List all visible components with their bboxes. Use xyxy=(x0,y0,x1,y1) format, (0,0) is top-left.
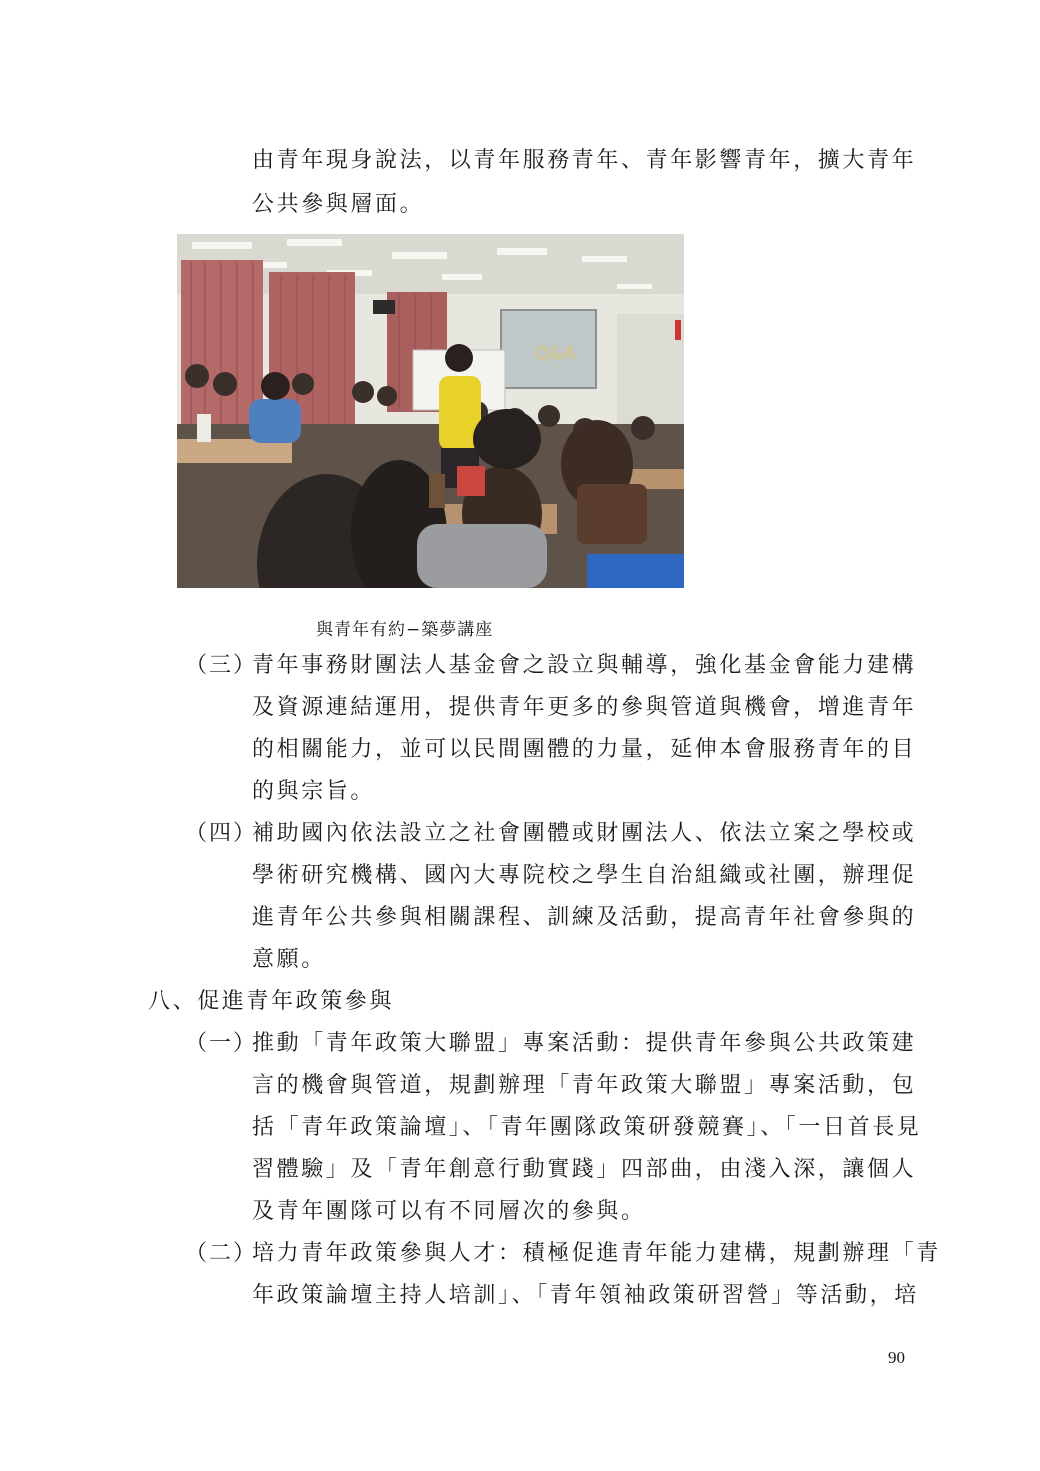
page-number: 90 xyxy=(888,1348,905,1367)
item-marker-2: （二） xyxy=(185,1241,258,1266)
intro-line-2: 公共參與層面。 xyxy=(252,192,425,217)
item-3-line-4: 的與宗旨。 xyxy=(252,779,376,804)
item-4-line-1: 補助國內依法設立之社會團體或財團法人、依法立案之學校或 xyxy=(252,821,917,846)
photo-caption: 與青年有約−築夢講座 xyxy=(316,620,494,640)
item-2-line-2: 年政策論壇主持人培訓」、「青年領袖政策研習營」等活動，培 xyxy=(252,1283,919,1308)
item-1-line-1: 推動「青年政策大聯盟」專案活動：提供青年參與公共政策建 xyxy=(252,1031,917,1056)
item-1-line-2: 言的機會與管道，規劃辦理「青年政策大聯盟」專案活動，包 xyxy=(252,1073,917,1098)
item-marker-3: （三） xyxy=(185,653,258,678)
item-2-line-1: 培力青年政策參與人才：積極促進青年能力建構，規劃辦理「青 xyxy=(252,1241,941,1266)
item-3-line-2: 及資源連結運用，提供青年更多的參與管道與機會，增進青年 xyxy=(252,695,917,720)
item-marker-1: （一） xyxy=(185,1031,258,1056)
item-3-line-1: 青年事務財團法人基金會之設立與輔導，強化基金會能力建構 xyxy=(252,653,917,678)
item-marker-4: （四） xyxy=(185,821,258,846)
lecture-photo xyxy=(177,234,684,588)
item-4-line-2: 學術研究機構、國內大專院校之學生自治組織或社團，辦理促 xyxy=(252,863,917,888)
item-4-line-3: 進青年公共參與相關課程、訓練及活動，提高青年社會參與的 xyxy=(252,905,917,930)
screen-text: Q&A xyxy=(535,343,576,364)
item-1-line-3: 括「青年政策論壇」、「青年團隊政策研發競賽」、「一日首長見 xyxy=(252,1115,922,1140)
item-3-line-3: 的相關能力，並可以民間團體的力量，延伸本會服務青年的目 xyxy=(252,737,917,762)
item-4-line-4: 意願。 xyxy=(252,947,326,972)
item-1-line-5: 及青年團隊可以有不同層次的參與。 xyxy=(252,1199,646,1224)
item-1-line-4: 習體驗」及「青年創意行動實踐」四部曲，由淺入深，讓個人 xyxy=(252,1157,917,1182)
section-heading: 八、促進青年政策參與 xyxy=(148,989,395,1014)
intro-line-1: 由青年現身說法，以青年服務青年、青年影響青年，擴大青年 xyxy=(252,148,917,173)
